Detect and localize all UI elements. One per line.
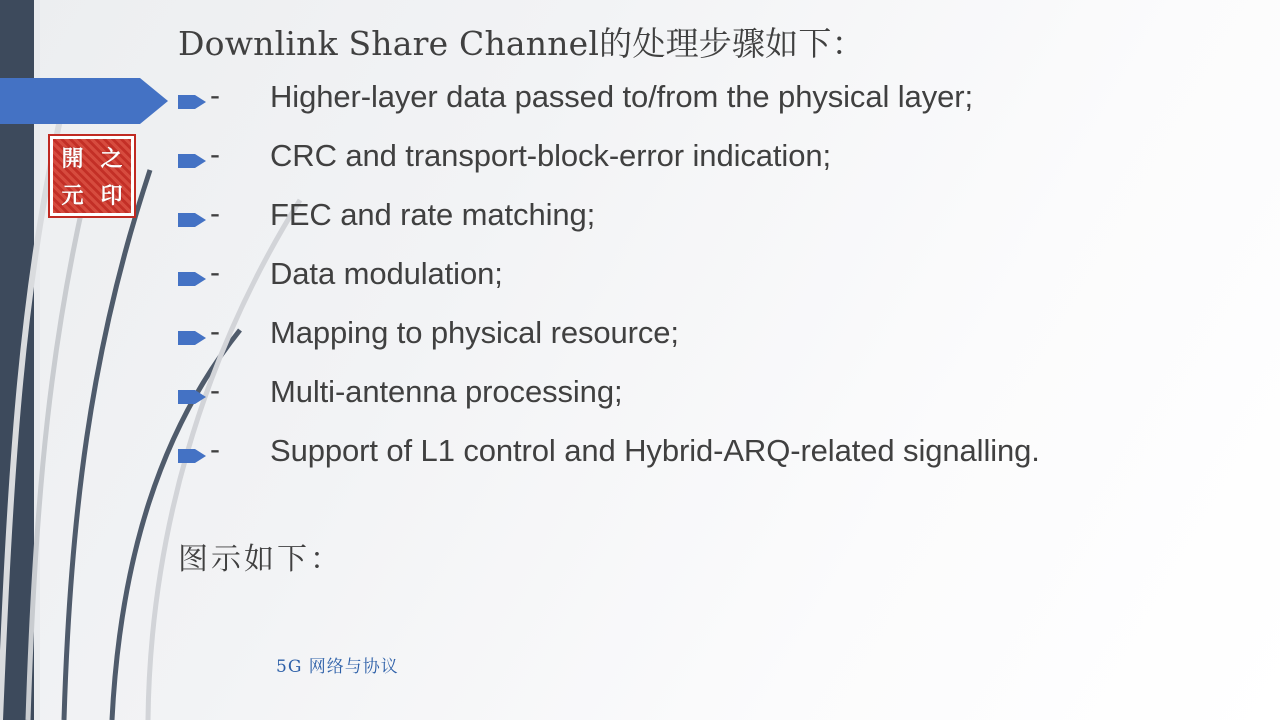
seal-char-3: 元 xyxy=(61,183,84,209)
bullet-arrow-icon xyxy=(178,211,208,234)
bullet-arrow-icon xyxy=(178,270,208,293)
list-item-label: CRC and transport-block-error indication; xyxy=(270,138,832,173)
list-item xyxy=(178,197,1268,256)
list-item-dash: - xyxy=(210,138,220,171)
slide-footer: 5G 网络与协议 xyxy=(276,657,399,677)
seal-char-1: 開 xyxy=(61,146,84,172)
list-item xyxy=(178,138,1268,197)
list-item-label: Data modulation; xyxy=(270,256,503,291)
bullet-arrow-icon xyxy=(178,447,208,470)
bullet-arrow-icon xyxy=(178,152,208,175)
list-item-dash: - xyxy=(210,374,220,407)
list-item xyxy=(178,256,1268,315)
list-item xyxy=(178,79,1268,138)
list-item-label: Mapping to physical resource; xyxy=(270,315,679,350)
seal-stamp-image xyxy=(48,134,136,218)
list-item-dash: - xyxy=(210,256,220,289)
bullet-list xyxy=(178,79,1268,492)
arrow-banner-icon xyxy=(0,78,168,124)
list-item-label: Higher-layer data passed to/from the physical layer; xyxy=(270,79,973,114)
list-item-label: Multi-antenna processing; xyxy=(270,374,623,409)
list-item xyxy=(178,433,1268,492)
slide-title: Downlink Share Channel的处理步骤如下： xyxy=(178,24,865,63)
bullet-arrow-icon xyxy=(178,329,208,352)
list-item-label: FEC and rate matching; xyxy=(270,197,596,232)
list-item-dash: - xyxy=(210,79,220,112)
list-item-label: Support of L1 control and Hybrid-ARQ-related signalling. xyxy=(270,433,1040,468)
seal-char-2: 之 xyxy=(100,146,123,172)
bullet-arrow-icon xyxy=(178,93,208,116)
list-item-dash: - xyxy=(210,197,220,230)
figure-note: 图示如下： xyxy=(178,542,343,577)
seal-char-4: 印 xyxy=(100,183,123,209)
list-item-dash: - xyxy=(210,315,220,348)
list-item xyxy=(178,315,1268,374)
bullet-arrow-icon xyxy=(178,388,208,411)
list-item xyxy=(178,374,1268,433)
slide-content xyxy=(178,18,1268,578)
list-item-dash: - xyxy=(210,433,220,466)
